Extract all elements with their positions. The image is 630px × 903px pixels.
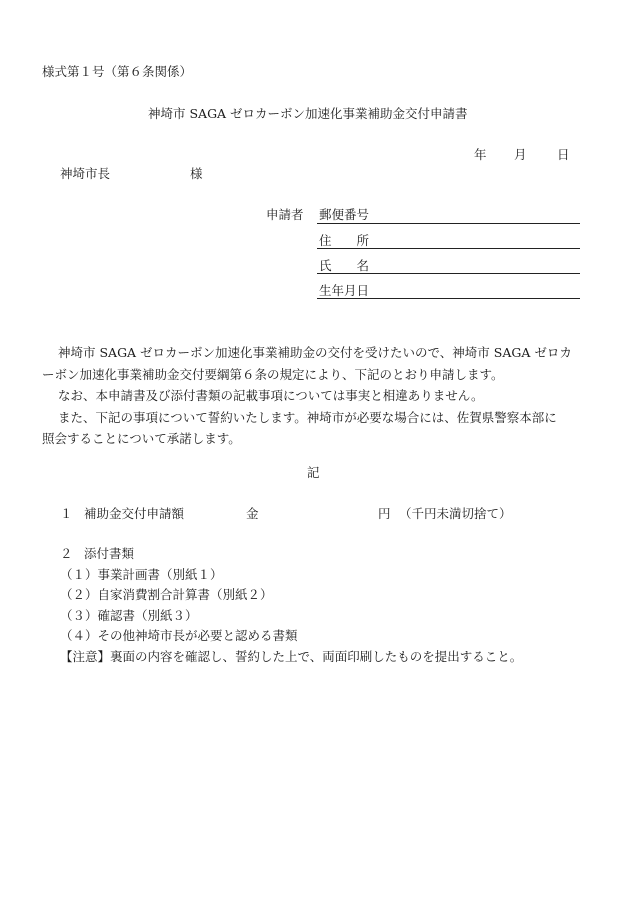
addressee-honorific: 様 [190, 166, 203, 181]
document-item-4: （４）その他神埼市長が必要と認める書類 [60, 628, 298, 643]
body-paragraphs [42, 342, 590, 450]
address-line [317, 248, 580, 249]
body-line-3: なお、本申請書及び添付書類の記載事項については事実と相違ありません。 [58, 388, 484, 403]
applicant-label: 申請者 [266, 207, 304, 222]
item2-number: ２ [60, 546, 73, 561]
postal-code-line [317, 223, 580, 224]
body-line-1: 神埼市 SAGA ゼロカーボン加速化事業補助金の交付を受けたいので、神埼市 SAGA ゼロカ [58, 345, 572, 360]
item1-number: １ [60, 506, 73, 521]
item1-note: （千円未満切捨て） [399, 506, 512, 521]
body-line-4: また、下記の事項について誓約いたします。神埼市が必要な場合には、佐賀県警察本部に [58, 409, 557, 425]
document-item-3: （３）確認書（別紙３） [60, 608, 198, 623]
item2-label: 添付書類 [84, 546, 135, 561]
item1-prefix: 金 [246, 506, 259, 521]
body-line-5: 照会することについて承諾します。 [42, 431, 241, 446]
ki-heading: 記 [307, 465, 320, 480]
name-line [317, 273, 580, 274]
item1-label: 補助金交付申請額 [84, 506, 185, 521]
addressee-name: 神埼市長 [60, 166, 111, 181]
notice: 【注意】裏面の内容を確認し、誓約した上で、両面印刷したものを提出すること。 [60, 649, 523, 664]
name-label: 氏 名 [319, 258, 370, 273]
date-day-label: 日 [557, 147, 570, 162]
birthdate-line [317, 298, 580, 299]
birthdate-label: 生年月日 [319, 283, 370, 298]
item1-unit: 円 [378, 506, 391, 521]
body-line-2: ーボン加速化事業補助金交付要綱第６条の規定により、下記のとおり申請します。 [42, 366, 504, 382]
document-title: 神埼市 SAGA ゼロカーボン加速化事業補助金交付申請書 [148, 106, 468, 121]
date-year-label: 年 [474, 147, 487, 162]
postal-code-label: 郵便番号 [319, 207, 370, 222]
document-item-1: （１）事業計画書（別紙１） [60, 567, 223, 582]
document-item-2: （２）自家消費割合計算書（別紙２） [60, 587, 273, 602]
date-month-label: 月 [514, 147, 527, 162]
address-label: 住 所 [319, 233, 370, 248]
form-number: 様式第１号（第６条関係） [42, 64, 193, 79]
